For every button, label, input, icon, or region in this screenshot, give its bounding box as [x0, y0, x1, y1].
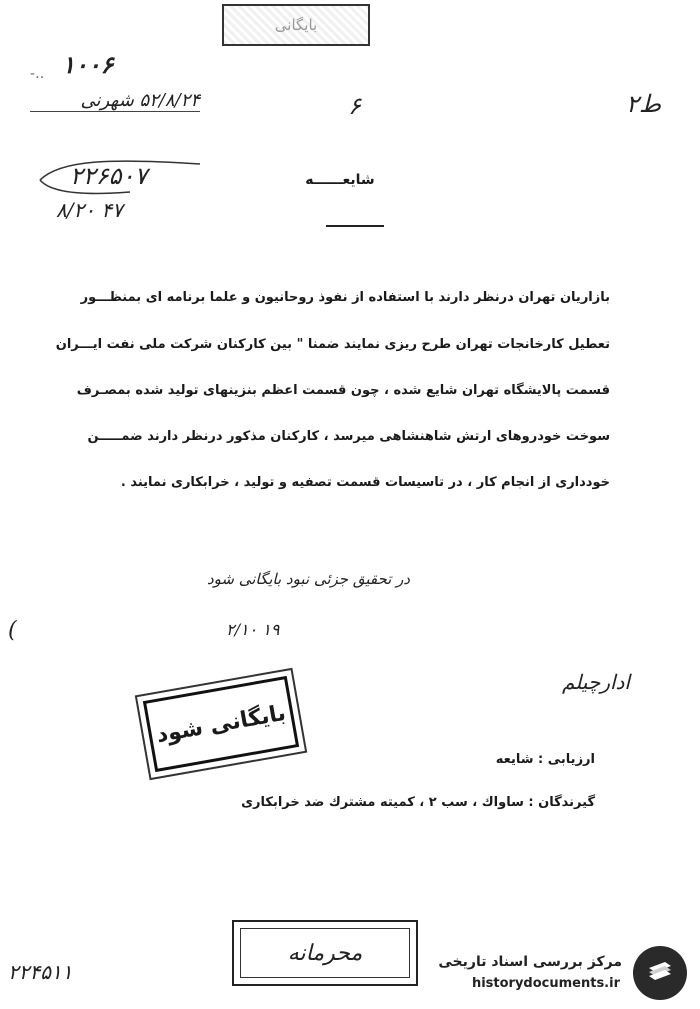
page-mark: ۶ — [348, 92, 361, 120]
footer-number: ۲۲۴۵۱۱ — [8, 960, 73, 984]
body-line-5: خودداری از انجام کار ، در تاسیسات قسمت تصفیه و تولید ، خرابکاری نمایند . — [120, 475, 610, 490]
body-line-3: قسمت پالایشگاه تهران شایع شده ، چون قسمت اعظم بنزینهای تولید شده بمصـرف — [76, 383, 610, 398]
body-line-1: بازاریان تهران درنظر دارند با استفاده از نفوذ روحانیون و علما برنامه ای بمنظـــور — [80, 290, 610, 305]
archive-stamp-text: بایگانی — [274, 16, 318, 34]
body-line-2: تعطیل کارخانجات تهران طرح ریزی نمایند ضمنا " بین کارکنان شرکت ملی نفت ایـــران — [55, 337, 610, 352]
reference-number: ۲۲۶۵۰۷ — [70, 162, 148, 190]
dash-mark: -‥ — [30, 66, 45, 82]
archive-stamp-top — [222, 4, 370, 46]
handwritten-date: ۲/۱۰ ۱۹ — [226, 620, 280, 639]
watermark-title: مرکز بررسی اسناد تاریخی — [438, 954, 622, 970]
archive-stamp — [143, 676, 299, 772]
watermark-url: historydocuments.ir — [471, 976, 620, 991]
reference-date: ۸/۲۰ ۴۷ — [56, 198, 123, 222]
archive-stamp-label: بایگانی شود — [154, 700, 288, 748]
margin-mark: ( — [8, 618, 17, 643]
evaluation: ارزیابی : شایعه — [495, 752, 595, 767]
body-line-4: سوخت خودروهای ارتش شاهنشاهی میرسد ، کارکنان مذکور درنظر دارند ضمـــــن — [87, 429, 610, 444]
title-underline — [326, 225, 384, 227]
confidential-stamp — [232, 920, 418, 986]
recipients: گیرندگان : ساواك ، سب ۲ ، کمیته مشترك ضد خرابکاری — [241, 795, 595, 810]
archive-logo-icon — [633, 946, 687, 1000]
date-note: ۵۲/۸/۲۴ شهرنی — [30, 90, 200, 112]
document-title: شایعــــــه — [305, 172, 375, 188]
document-number: ۱۰۰۶ — [62, 50, 114, 79]
signature: ادارچیلم — [561, 670, 630, 694]
confidential-stamp-frame — [240, 928, 410, 978]
corner-code: ط۲ — [626, 90, 662, 118]
confidential-stamp-text: محرمانه — [287, 940, 363, 966]
handwritten-note: در تحقیق جزئی نبود بایگانی شود — [206, 570, 410, 588]
